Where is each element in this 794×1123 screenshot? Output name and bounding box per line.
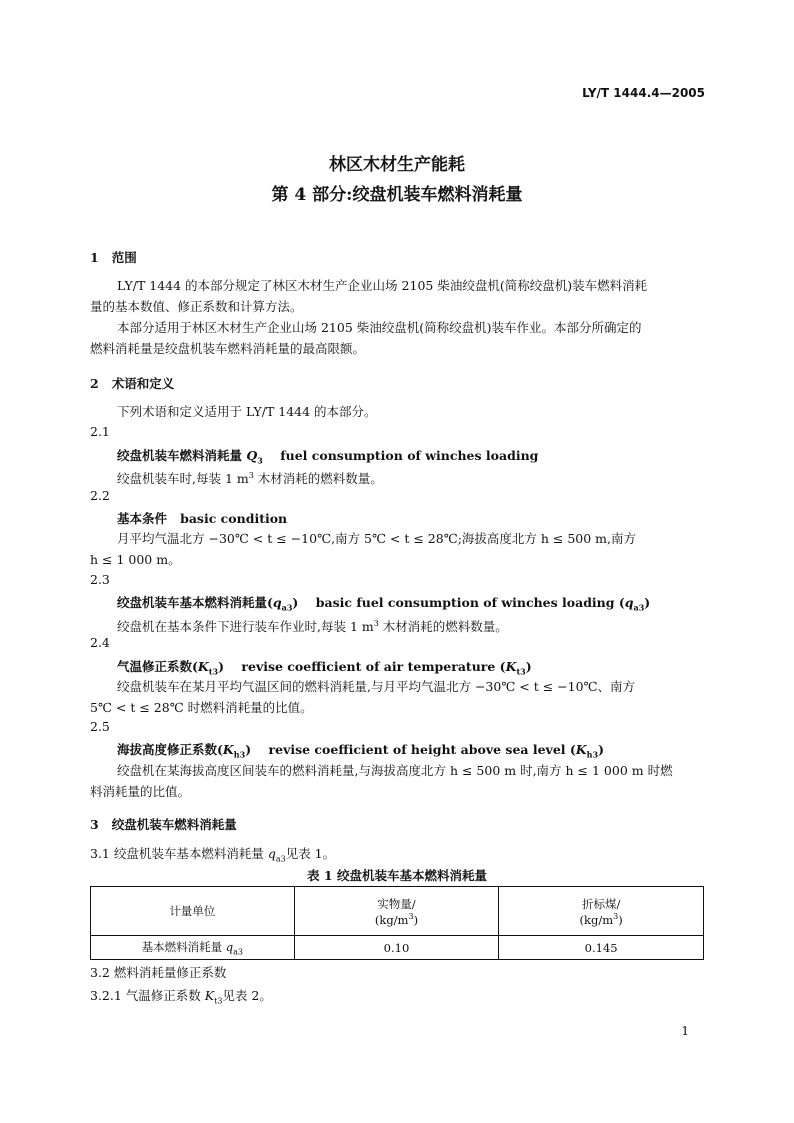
paren: ) — [598, 742, 604, 757]
unit-text: ) — [413, 912, 419, 927]
def-text: 木材消耗的燃料数量。 — [378, 619, 508, 635]
term-cn: 绞盘机装车基本燃料消耗量( — [117, 595, 273, 610]
symbol-subscript: a3 — [281, 602, 293, 613]
term-en: fuel consumption of winches loading — [280, 448, 539, 463]
section-number: 3 — [90, 817, 99, 832]
unit-text: ) — [618, 912, 623, 927]
section-number: 2 — [90, 376, 99, 391]
symbol-subscript: a3 — [233, 947, 243, 957]
symbol: K — [204, 988, 215, 1003]
text-line: 绞盘机在某海拔高度区间装车的燃料消耗量,与海拔高度北方 h ≤ 500 m 时,南方 h ≤ 1 000 m 时燃 — [117, 763, 673, 778]
symbol: q — [225, 939, 234, 954]
unit-text: (kg/m — [579, 912, 614, 927]
symbol-subscript: t3 — [208, 666, 219, 677]
term-en: revise coefficient of air temperature ( — [241, 659, 506, 674]
text-line: 本部分适用于林区木材生产企业山场 2105 柴油绞盘机(简称绞盘机)装车作业。本部分所确定的 — [117, 320, 642, 335]
header-cell — [294, 887, 499, 936]
def-text: 绞盘机在基本条件下进行装车作业时,每装 1 m — [117, 619, 374, 635]
document-title: 林区木材生产能耗 — [329, 155, 465, 175]
def-text: 木材消耗的燃料数量。 — [253, 471, 383, 487]
term-2-5 — [117, 740, 604, 760]
row-label-cell — [91, 936, 295, 960]
text-line: 绞盘机装车在某月平均气温区间的燃料消耗量,与月平均气温北方 −30℃ < t ≤ −10℃、南方 — [117, 679, 636, 694]
definition-2-2 — [90, 528, 704, 570]
table-row — [91, 936, 704, 960]
paren: ) — [292, 595, 299, 610]
superscript: 3 — [373, 619, 379, 628]
value-cell: 0.10 — [294, 936, 499, 960]
symbol: K — [197, 659, 209, 674]
term-en: revise coefficient of height above sea level ( — [268, 742, 576, 757]
document-subtitle: 第 4 部分:绞盘机装车燃料消耗量 — [271, 185, 523, 205]
superscript: 3 — [408, 911, 414, 921]
symbol: K — [575, 742, 587, 757]
section-number: 1 — [90, 250, 99, 265]
text-line: 料消耗量的比值。 — [90, 784, 191, 799]
table-header-row — [91, 887, 704, 936]
text-line: LY/T 1444 的本部分规定了林区木材生产企业山场 2105 柴油绞盘机(简称绞盘机)装车燃料消耗 — [117, 278, 648, 293]
def-text: 绞盘机装车时,每装 1 m — [117, 471, 249, 487]
text-line: h ≤ 1 000 m。 — [90, 552, 181, 567]
term-2-2 — [117, 509, 287, 527]
paren: ) — [525, 659, 532, 674]
header-cell — [499, 887, 704, 936]
symbol: K — [222, 742, 234, 757]
text-line: 燃料消耗量是绞盘机装车燃料消耗量的最高限额。 — [90, 341, 366, 356]
symbol-subscript: h3 — [586, 749, 599, 760]
symbol-subscript: h3 — [233, 749, 246, 760]
symbol-subscript: a3 — [633, 602, 645, 613]
term-cn: 海拔高度修正系数( — [117, 742, 223, 757]
term-2-3 — [117, 593, 650, 613]
symbol-subscript: 3 — [257, 455, 263, 466]
symbol-subscript: t3 — [516, 666, 526, 677]
section-1-heading — [90, 248, 137, 266]
value-cell: 0.145 — [499, 936, 704, 960]
term-number: 2.5 — [90, 719, 110, 734]
term-en: basic fuel consumption of winches loading ( — [315, 595, 625, 610]
paren: ) — [245, 742, 252, 757]
superscript: 3 — [613, 911, 619, 921]
section-title: 绞盘机装车燃料消耗量 — [111, 817, 237, 832]
definition-2-4 — [90, 676, 704, 718]
section-3-heading — [90, 815, 237, 833]
header-line — [499, 912, 703, 927]
text-line: 量的基本数值、修正系数和计算方法。 — [90, 299, 303, 314]
terms-intro: 下列术语和定义适用于 LY/T 1444 的本部分。 — [117, 404, 377, 419]
paren: ) — [644, 595, 651, 610]
clause-text: 3.1 绞盘机装车基本燃料消耗量 — [90, 846, 268, 861]
term-2-4 — [117, 657, 532, 677]
symbol: q — [272, 595, 282, 610]
clause-text: 3.2.1 气温修正系数 — [90, 988, 205, 1003]
section-2-heading — [90, 374, 174, 392]
symbol: q — [267, 846, 276, 861]
term-number: 2.1 — [90, 424, 110, 439]
scope-paragraph-1 — [90, 275, 704, 317]
section-title: 范围 — [111, 250, 137, 265]
section-title: 术语和定义 — [111, 376, 175, 391]
term-cn: 绞盘机装车燃料消耗量 — [117, 448, 247, 463]
scope-paragraph-2 — [90, 317, 704, 359]
definition-2-5 — [90, 760, 704, 802]
term-cn: 基本条件 — [117, 511, 168, 526]
header-line — [295, 912, 499, 927]
unit-text: (kg/m — [374, 912, 409, 927]
header-line: 折标煤/ — [581, 896, 621, 911]
text-line: 5℃ < t ≤ 28℃ 时燃料消耗量的比值。 — [90, 700, 313, 715]
symbol-subscript: t3 — [214, 996, 223, 1006]
paren: ) — [218, 659, 224, 674]
header-line: 实物量/ — [377, 896, 416, 911]
fuel-consumption-table — [90, 886, 704, 960]
term-number: 2.3 — [90, 572, 110, 587]
table-caption: 表 1 绞盘机装车基本燃料消耗量 — [307, 868, 487, 883]
term-en: basic condition — [180, 511, 288, 526]
text-line: 月平均气温北方 −30℃ < t ≤ −10℃,南方 5℃ < t ≤ 28℃;海拔高度北方 h ≤ 500 m,南方 — [117, 531, 637, 546]
term-cn: 气温修正系数( — [117, 659, 198, 674]
page-number: 1 — [681, 1024, 689, 1038]
symbol: K — [505, 659, 517, 674]
term-number: 2.2 — [90, 488, 110, 503]
symbol: q — [624, 595, 634, 610]
header-cell: 计量单位 — [91, 887, 295, 936]
standard-number: LY/T 1444.4—2005 — [582, 86, 705, 100]
term-number: 2.4 — [90, 635, 110, 650]
superscript: 3 — [248, 471, 254, 480]
symbol: Q — [246, 448, 258, 463]
clause-text: 见表 1。 — [285, 846, 336, 861]
clause-3-2-1 — [90, 985, 272, 1012]
row-label: 基本燃料消耗量 — [141, 939, 226, 954]
term-2-1 — [117, 446, 538, 466]
definition-2-3 — [117, 613, 508, 637]
definition-2-1 — [117, 465, 383, 489]
clause-text: 见表 2。 — [222, 988, 272, 1003]
clause-3-2: 3.2 燃料消耗量修正系数 — [90, 965, 227, 980]
symbol-subscript: a3 — [275, 854, 286, 864]
